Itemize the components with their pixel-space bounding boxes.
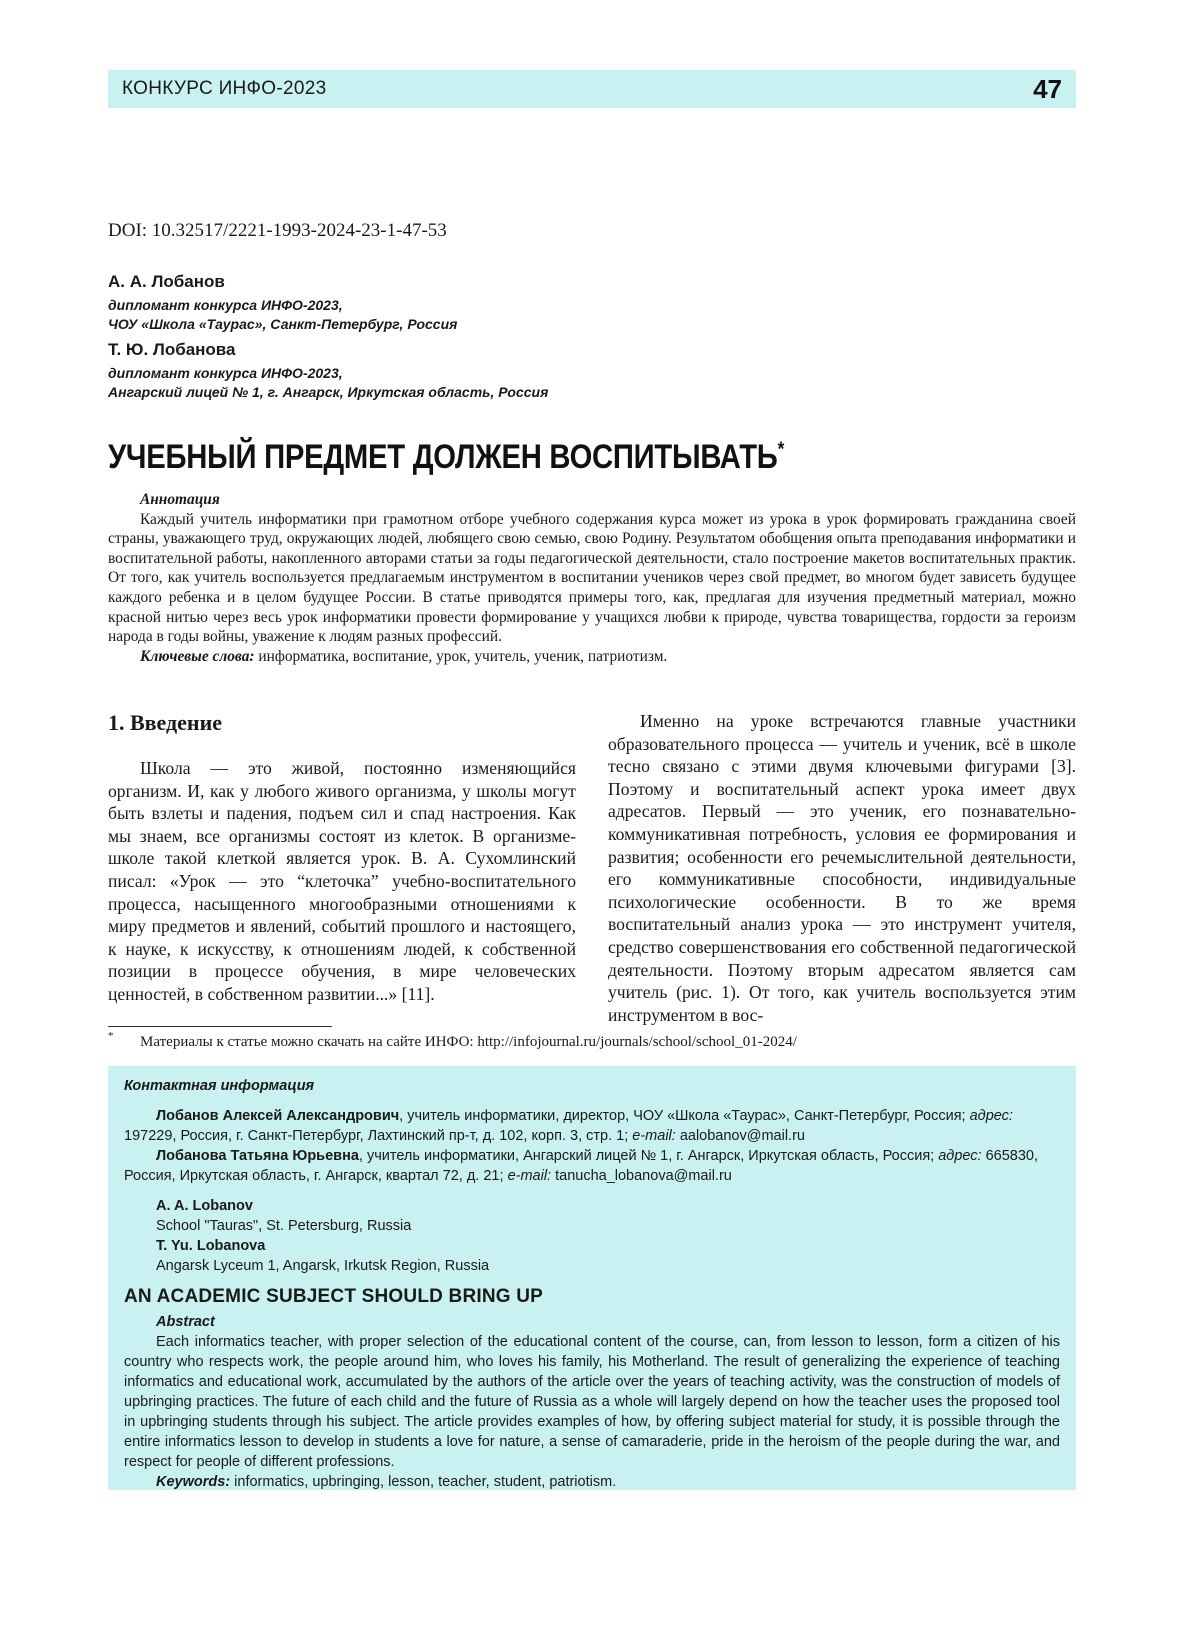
journal-name: КОНКУРС ИНФО-2023 xyxy=(122,78,326,100)
annotation-heading: Аннотация xyxy=(108,490,1076,510)
annotation xyxy=(108,490,1076,666)
author-affiliation: Ангарский лицей № 1, г. Ангарск, Иркутская область, Россия xyxy=(108,383,1008,402)
contact-name: Лобанов Алексей Александрович xyxy=(156,1108,399,1124)
english-title: AN ACADEMIC SUBJECT SHOULD BRING UP xyxy=(124,1286,1060,1308)
footnote xyxy=(108,1034,1076,1051)
contact-email: aalobanov@mail.ru xyxy=(676,1128,805,1144)
contact-address: 665830, Россия, Иркутская область, г. Ангарск, квартал 72, д. 21; xyxy=(124,1148,1038,1184)
article-title xyxy=(108,438,784,477)
article-title-text: УЧЕБНЫЙ ПРЕДМЕТ ДОЛЖЕН ВОСПИТЫВАТЬ xyxy=(108,438,778,476)
section-heading: 1. Введение xyxy=(108,710,576,736)
footnote-mark: * xyxy=(108,1030,114,1042)
abstract-text: Each informatics teacher, with proper selection of the educational content of the course, can, from lesson to lesson, form a citizen of his country who respects work, the people around him, who loves his family, his Motherland. The result of generalizing the experience of teaching informatics and educational work, accumulated by the authors of the article over the years of teaching activity, was the construction of models of upbringing practices. The future of each child and the future of Russia as a whole will largely depend on how the teacher uses the proposed tool in upbringing students through his subject. The article provides examples of how, by offering subject material for study, it is possible through the entire informatics lesson to develop in students a love for nature, a sense of camaraderie, pride in the heroism of the people during the war, and respect for people of different professions. xyxy=(124,1332,1060,1472)
author-affiliation: ЧОУ «Школа «Таурас», Санкт-Петербург, Россия xyxy=(108,315,1008,334)
english-author-list xyxy=(124,1196,1060,1276)
contact-name: Лобанова Татьяна Юрьевна xyxy=(156,1148,359,1164)
author-affiliation: дипломант конкурса ИНФО-2023, xyxy=(108,296,1008,315)
email-label: e-mail: xyxy=(508,1168,552,1184)
english-keywords-text: informatics, upbringing, lesson, teacher, student, patriotism. xyxy=(230,1474,616,1490)
contact-email: tanucha_lobanova@mail.ru xyxy=(551,1168,732,1184)
body-column-left xyxy=(108,710,576,1006)
contact-entry xyxy=(124,1146,1060,1186)
body-column-right xyxy=(608,710,1076,1026)
page-number: 47 xyxy=(1033,74,1062,105)
address-label: адрес: xyxy=(970,1108,1013,1124)
title-footnote-mark: * xyxy=(778,439,784,461)
contact-info-box xyxy=(108,1066,1076,1490)
contact-entry xyxy=(124,1106,1060,1146)
contact-desc: , учитель информатики, директор, ЧОУ «Школа «Таурас», Санкт-Петербург, Россия; xyxy=(399,1108,969,1124)
abstract-heading: Abstract xyxy=(124,1312,1060,1332)
english-author-name: T. Yu. Lobanova xyxy=(156,1236,1060,1256)
author-affiliation: дипломант конкурса ИНФО-2023, xyxy=(108,364,1008,383)
english-author-affiliation: School "Tauras", St. Petersburg, Russia xyxy=(156,1216,1060,1236)
contact-heading: Контактная информация xyxy=(124,1078,1060,1094)
contact-desc: , учитель информатики, Ангарский лицей № 1, г. Ангарск, Иркутская область, Россия; xyxy=(359,1148,938,1164)
body-paragraph: Школа — это живой, постоянно изменяющийся организм. И, как у любого живого организма, у школы могут быть взлеты и падения, подъем сил и спад настроения. Как мы знаем, все организмы состоят из клеток. В организме-школе такой клеткой является урок. В. А. Сухомлинский писал: «Урок — это “клеточка” учебно-воспитательного процесса, насыщенного многообразными отношениями к миру предметов и явлений, событий прошлого и настоящего, к науке, к искусству, к отношениям людей, к собственной позиции в процессе обучения, в мире человеческих ценностей, в собственном развитии...» [11]. xyxy=(108,757,576,1006)
english-keywords xyxy=(124,1472,1060,1492)
author-block xyxy=(108,340,1008,402)
author-name: А. А. Лобанов xyxy=(108,272,1008,292)
footnote-divider xyxy=(108,1026,332,1027)
address-label: адрес: xyxy=(938,1148,981,1164)
english-author-name: A. A. Lobanov xyxy=(156,1196,1060,1216)
author-name: Т. Ю. Лобанова xyxy=(108,340,1008,360)
body-paragraph: Именно на уроке встречаются главные участники образовательного процесса — учитель и ученик, всё в школе тесно связано с этими двумя ключевыми фигурами [3]. Поэтому и воспитательный аспект урока имеет двух адресатов. Первый — это ученик, его познавательно-коммуникативная потребность, условия ее формирования и развития; особенности его речемыслительной деятельности, его коммуникативные способности, индивидуальные психологические особенности. В то же время воспитательный анализ урока — это инструмент учителя, средство совершенствования его собственной педагогической деятельности. Поэтому вторым адресатом является сам учитель (рис. 1). От того, как учитель воспользуется этим инструментом в вос- xyxy=(608,710,1076,1026)
author-list xyxy=(108,272,1008,402)
running-header xyxy=(108,70,1076,108)
email-label: e-mail: xyxy=(632,1128,676,1144)
footnote-text: Материалы к статье можно скачать на сайте ИНФО: http://infojournal.ru/journals/school/school_01-2024/ xyxy=(108,1034,797,1050)
keywords xyxy=(108,647,1076,667)
english-author-affiliation: Angarsk Lyceum 1, Angarsk, Irkutsk Region, Russia xyxy=(156,1256,1060,1276)
keywords-label: Ключевые слова: xyxy=(140,648,255,665)
annotation-text: Каждый учитель информатики при грамотном отборе учебного содержания курса может из урока в урок формировать гражданина своей страны, уважающего труд, окружающих людей, любящего свою семью, свою Родину. Результатом обобщения опыта преподавания информатики и воспитательной работы, накопленного авторами статьи за годы педагогической деятельности, стало построение макетов воспитательных практик. От того, как учитель воспользуется предлагаемым инструментом в воспитании учеников через свой предмет, во многом будет зависеть будущее каждого ребенка и в целом будущее России. В статье приводятся примеры того, как, предлагая для изучения предметный материал, можно красной нитью через весь урок информатики провести формирование у учащихся любви к природе, чувства товарищества, гордости за героизм народа в годы войны, уважение к людям разных профессий. xyxy=(108,510,1076,647)
keywords-text: информатика, воспитание, урок, учитель, ученик, патриотизм. xyxy=(255,648,668,665)
contact-address: 197229, Россия, г. Санкт-Петербург, Лахтинский пр-т, д. 102, корп. 3, стр. 1; xyxy=(124,1128,632,1144)
author-block xyxy=(108,272,1008,334)
english-keywords-label: Keywords: xyxy=(156,1474,230,1490)
doi: DOI: 10.32517/2221-1993-2024-23-1-47-53 xyxy=(108,220,447,242)
